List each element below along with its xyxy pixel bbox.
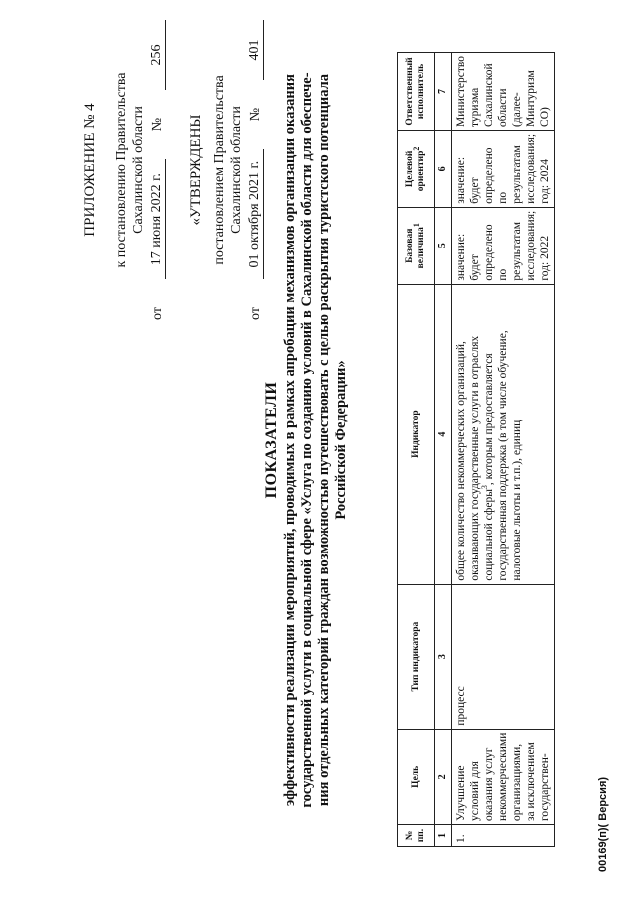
document-title: ПОКАЗАТЕЛИ	[263, 381, 280, 499]
appendix-line-2: Сахалинской области	[131, 106, 146, 234]
column-number-row	[435, 53, 452, 847]
indicators-table	[397, 52, 555, 847]
appendix-date: 17 июня 2022 г.	[148, 159, 166, 279]
header-cell: Цель	[398, 729, 435, 824]
table-row	[452, 53, 555, 847]
column-number: 6	[435, 130, 452, 207]
approved-line-2: Сахалинской области	[229, 106, 244, 234]
row-indicator-type: процесс	[452, 584, 555, 729]
header-cell: Тип индикатора	[398, 584, 435, 729]
appendix-line-1: к постановлению Правительства	[114, 72, 129, 268]
header-cell: Базовая величина$^1$	[398, 207, 435, 284]
approved-line-1: постановлением Правительства	[212, 75, 227, 265]
approved-date: 01 октября 2021 г.	[246, 149, 264, 279]
appendix-number: 256	[148, 20, 166, 90]
table-header-row	[398, 53, 435, 847]
appendix-date-line	[148, 20, 166, 320]
column-number: 4	[435, 284, 452, 584]
appendix-block	[82, 20, 264, 320]
appendix-from: от	[150, 307, 165, 320]
approved-title: «УТВЕРЖДЕНЫ	[188, 114, 204, 226]
approved-date-line	[246, 20, 264, 320]
heading-line-1: эффективности реализации мероприятий, проводимых в рамках апробации механизмов организации оказания	[282, 74, 298, 806]
row-goal: Улучшение условий для оказания услуг некоммерческими организациями, за исключением государствен-	[452, 729, 555, 824]
row-number: 1.	[452, 825, 555, 847]
column-number: 7	[435, 53, 452, 131]
header-cell: Ответственный исполнитель	[398, 53, 435, 131]
heading-line-3: ния отдельных категорий граждан возможностью путешествовать с целью раскрытия туристского потенциала	[316, 73, 332, 807]
header-cell: № пп.	[398, 825, 435, 847]
row-base-value: значение: будет определено по результатам исследования; год: 2022	[452, 207, 555, 284]
column-number: 1	[435, 825, 452, 847]
header-cell: Целевой ориентир$^2$	[398, 130, 435, 207]
appendix-title: ПРИЛОЖЕНИЕ № 4	[82, 103, 98, 237]
header-cell: Индикатор	[398, 284, 435, 584]
appendix-no: №	[150, 117, 165, 132]
row-executor: Министерство туризма Сахалинской области (далее- Минтуризм СО)	[452, 53, 555, 131]
heading-line-2: государственной услуги в социальной сфере «Услуга по созданию условий в Сахалинской области для обеспече-	[299, 72, 315, 808]
approved-number: 401	[246, 20, 264, 80]
row-indicator: общее количество некоммерческих организаций, оказывающих государственные услуги в отраслях социальной сферы$^3$, которым предоставляется государственная поддержка (в том числе обучение, налоговые льготы и т.п.), единиц	[452, 284, 555, 584]
approved-from: от	[248, 307, 263, 320]
column-number: 5	[435, 207, 452, 284]
column-number: 2	[435, 729, 452, 824]
column-number: 3	[435, 584, 452, 729]
row-target-value: значение: будет определено по результатам исследования; год: 2024	[452, 130, 555, 207]
approved-no: №	[248, 107, 263, 122]
heading-line-4: Российской Федерации»	[333, 360, 349, 520]
footnote-mark: 2	[411, 146, 421, 151]
document-footer: 00169(п)( Версия)	[597, 776, 609, 872]
approved-block	[188, 20, 264, 320]
footnote-mark: 3	[480, 485, 490, 490]
document-heading	[263, 20, 350, 860]
footnote-mark: 1	[411, 223, 421, 228]
